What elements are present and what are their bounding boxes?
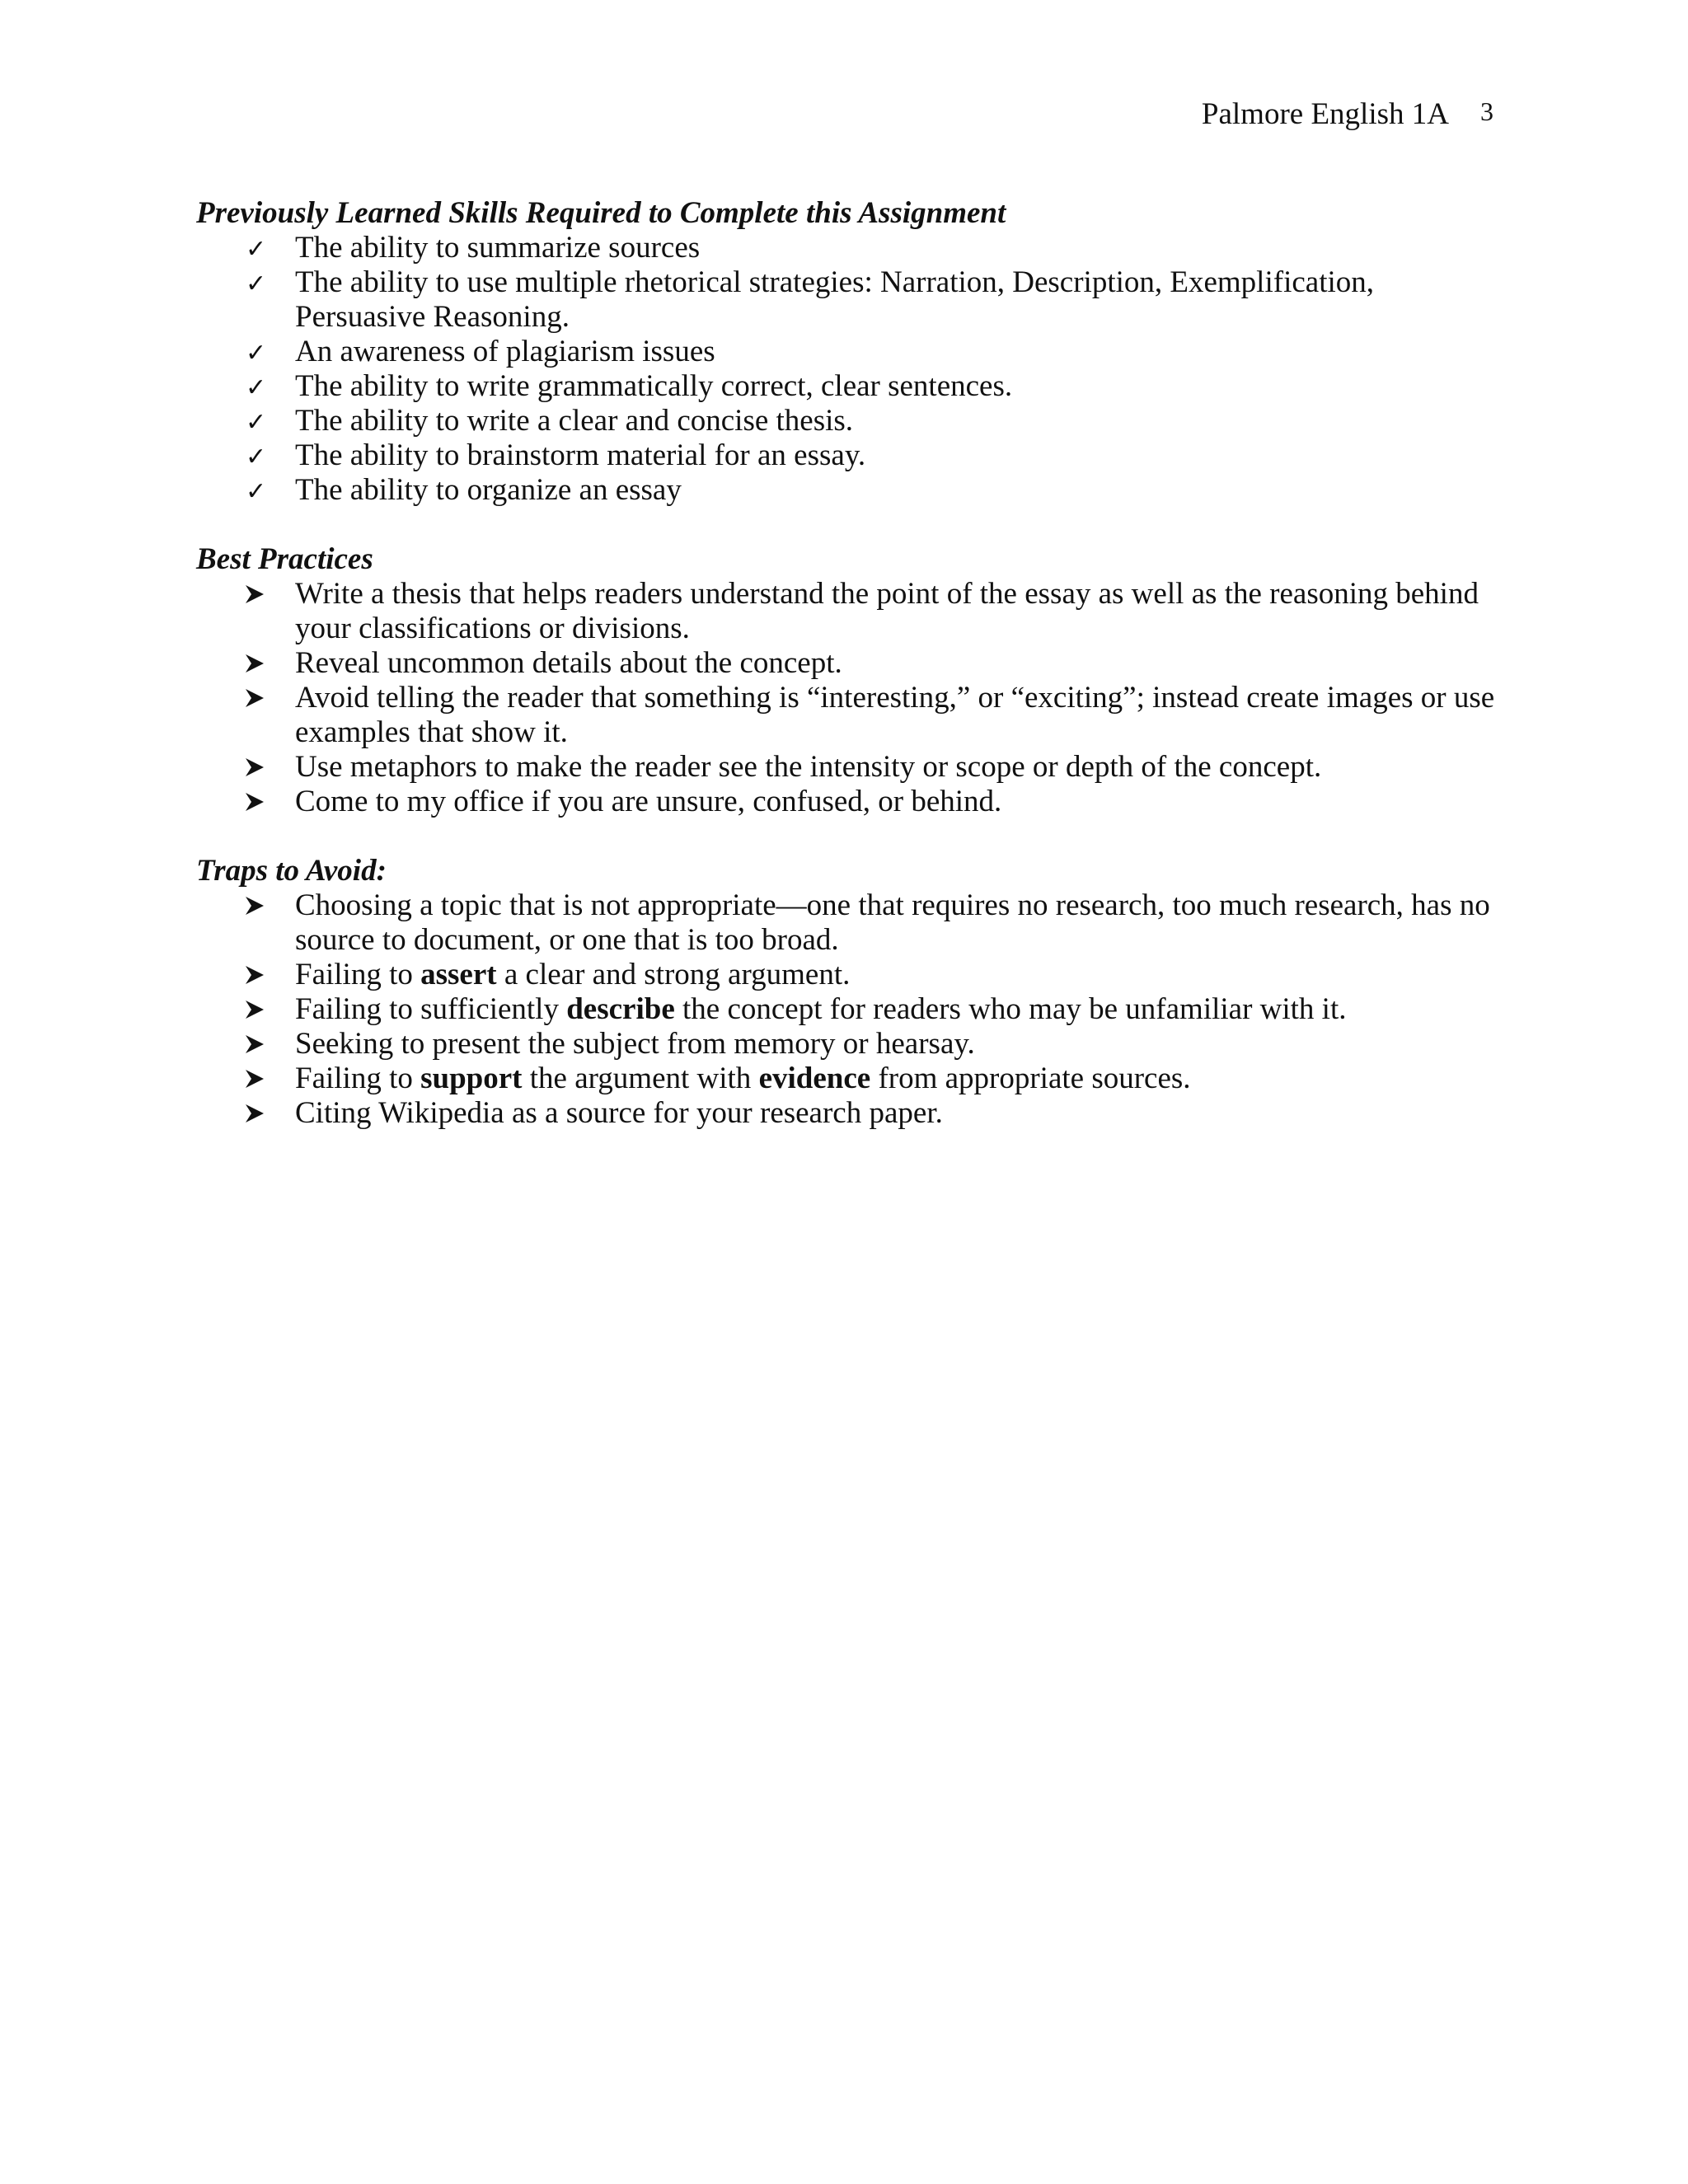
arrowhead-icon (246, 888, 279, 923)
arrowhead-icon (246, 1096, 279, 1131)
arrowhead-icon (246, 681, 279, 715)
best-practices-list (196, 577, 1498, 819)
list-item (196, 1062, 1498, 1096)
document-body (196, 196, 1498, 1165)
arrowhead-icon (246, 750, 279, 785)
list-item (196, 577, 1498, 646)
checkmark-icon: ✓ (246, 373, 267, 402)
traps-list (196, 888, 1498, 1131)
running-title: Palmore English 1A (1201, 97, 1449, 131)
text-run: a clear and strong argument. (496, 958, 851, 991)
best-practices-heading: Best Practices (196, 542, 373, 576)
list-item (196, 958, 1498, 992)
list-item-text: The ability to write a clear and concise thesis. (295, 404, 854, 438)
page-number: 3 (1480, 96, 1493, 126)
running-header (1202, 96, 1493, 133)
list-item (196, 992, 1498, 1027)
list-item-text (295, 958, 850, 991)
arrowhead-icon (246, 958, 279, 992)
checkmark-icon: ✓ (246, 235, 267, 264)
list-item-text: Reveal uncommon details about the concept. (295, 646, 842, 680)
list-item (196, 369, 1498, 404)
arrowhead-icon (246, 1027, 279, 1062)
list-item (196, 265, 1498, 335)
checkmark-icon: ✓ (246, 477, 267, 506)
text-run: the argument with (522, 1062, 759, 1095)
arrowhead-icon (246, 577, 279, 612)
list-item (196, 888, 1498, 958)
list-item-text: The ability to summarize sources (295, 231, 701, 265)
bold-keyword: describe (566, 992, 675, 1026)
list-item-text: The ability to use multiple rhetorical strategies: Narration, Description, Exemplification, Persuasive Reasoning. (295, 265, 1375, 334)
checkmark-icon: ✓ (246, 269, 267, 298)
arrowhead-icon (246, 992, 279, 1027)
list-item (196, 750, 1498, 785)
list-item-text (295, 1062, 1191, 1095)
text-run: Failing to (295, 1062, 421, 1095)
list-item-text: The ability to brainstorm material for an essay. (295, 438, 866, 472)
text-run: from appropriate sources. (870, 1062, 1191, 1095)
list-item (196, 231, 1498, 265)
checkmark-icon: ✓ (246, 443, 267, 471)
skills-heading: Previously Learned Skills Required to Complete this Assignment (196, 196, 1006, 230)
list-item-text: Citing Wikipedia as a source for your research paper. (295, 1096, 943, 1130)
list-item (196, 473, 1498, 508)
arrowhead-icon (246, 785, 279, 819)
list-item (196, 335, 1498, 369)
traps-heading: Traps to Avoid: (196, 854, 387, 888)
bold-keyword: evidence (758, 1062, 871, 1095)
bold-keyword: support (420, 1062, 523, 1095)
list-item (196, 1096, 1498, 1131)
skills-section (196, 196, 1498, 508)
list-item (196, 646, 1498, 681)
list-item-text: Come to my office if you are unsure, confused, or behind. (295, 785, 1002, 818)
list-item (196, 681, 1498, 750)
list-item-text: Avoid telling the reader that something is “interesting,” or “exciting”; instead create images or use examples that show it. (295, 681, 1495, 749)
list-item-text: Write a thesis that helps readers understand the point of the essay as well as the reasoning behind your classifications or divisions. (295, 577, 1479, 645)
list-item-text: Choosing a topic that is not appropriate—one that requires no research, too much research, has no source to document, or one that is too broad. (295, 888, 1490, 957)
checkmark-icon: ✓ (246, 408, 267, 437)
text-run: Failing to (295, 958, 421, 991)
arrowhead-icon (246, 1062, 279, 1096)
list-item-text: The ability to organize an essay (295, 473, 682, 507)
list-item-text: An awareness of plagiarism issues (295, 335, 715, 368)
list-item-text: Use metaphors to make the reader see the intensity or scope or depth of the concept. (295, 750, 1322, 784)
list-item-text: The ability to write grammatically correct, clear sentences. (295, 369, 1013, 403)
checkmark-icon: ✓ (246, 339, 267, 368)
list-item-text: Seeking to present the subject from memory or hearsay. (295, 1027, 975, 1061)
skills-list (196, 231, 1498, 508)
list-item (196, 785, 1498, 819)
list-item (196, 438, 1498, 473)
list-item-text (295, 992, 1347, 1026)
text-run: Failing to sufficiently (295, 992, 567, 1026)
list-item (196, 1027, 1498, 1062)
bold-keyword: assert (420, 958, 497, 991)
best-practices-section (196, 542, 1498, 819)
list-item (196, 404, 1498, 438)
text-run: the concept for readers who may be unfamiliar with it. (674, 992, 1347, 1026)
arrowhead-icon (246, 646, 279, 681)
traps-section (196, 854, 1498, 1131)
